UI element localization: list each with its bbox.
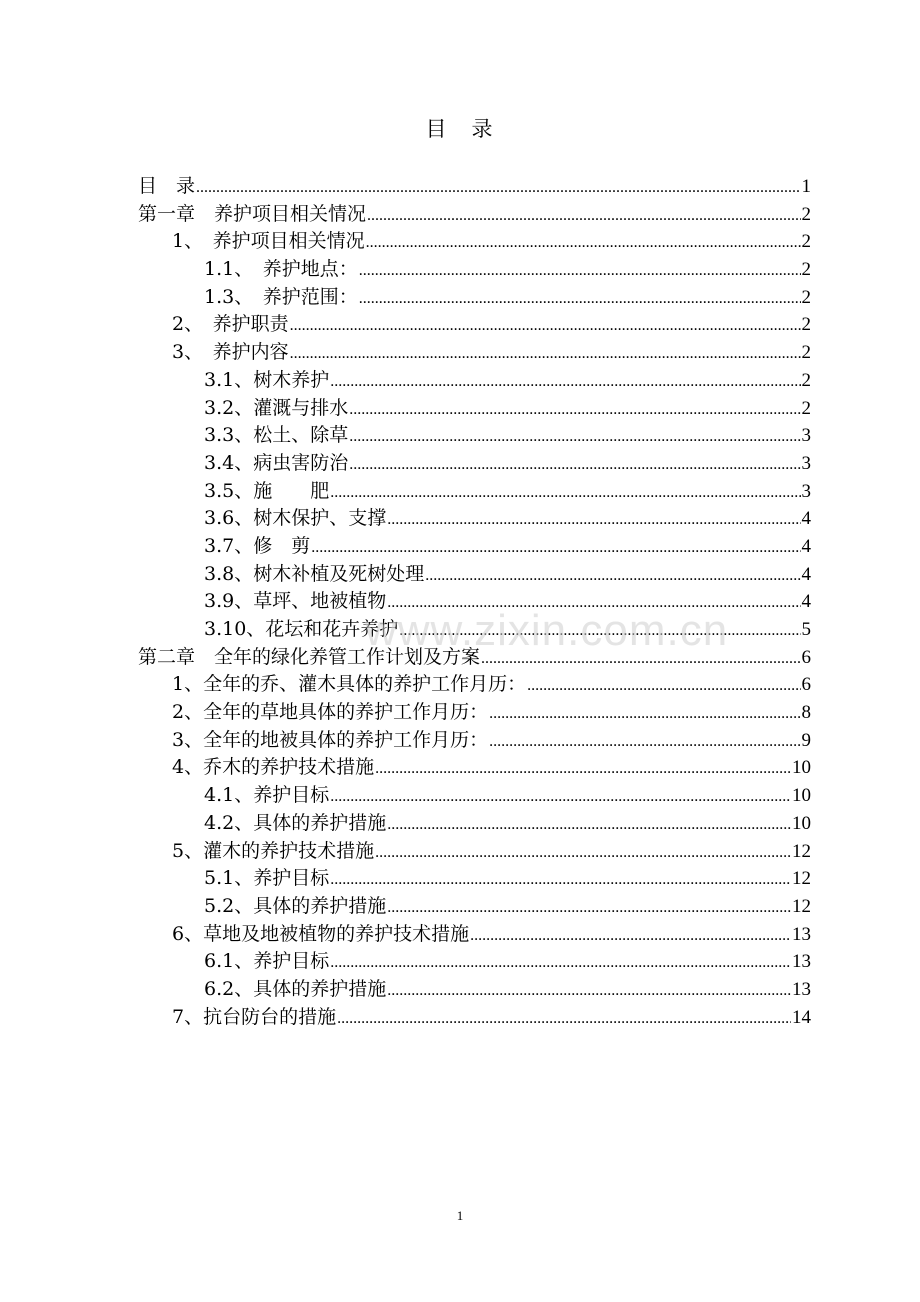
toc-dot-leader [375, 839, 791, 866]
toc-dot-leader [527, 672, 800, 699]
toc-dot-leader [387, 894, 791, 921]
toc-dot-leader [330, 783, 791, 810]
toc-entry[interactable] [138, 478, 811, 506]
toc-entry-page-number: 14 [792, 1006, 811, 1028]
toc-entry-title: 4.2、具体的养护措施 [204, 811, 387, 834]
toc-dot-leader [481, 645, 800, 672]
toc-dot-leader [290, 312, 801, 339]
toc-entry-page-number: 2 [801, 231, 811, 253]
toc-entry-title: 6、草地及地被植物的养护技术措施 [172, 922, 470, 945]
toc-dot-leader [349, 423, 800, 450]
toc-dot-leader [349, 396, 800, 423]
toc-entry-title: 3.5、施 肥 [204, 479, 330, 502]
toc-dot-leader [196, 174, 800, 201]
toc-entry[interactable] [138, 810, 811, 838]
toc-entry-title: 3.3、松土、除草 [204, 424, 349, 447]
toc-dot-leader [367, 202, 800, 229]
toc-entry-page-number: 13 [792, 978, 811, 1000]
toc-entry-title: 3.2、灌溉与排水 [204, 396, 349, 419]
toc-entry[interactable] [138, 450, 811, 478]
toc-entry[interactable] [138, 754, 811, 782]
toc-entry[interactable] [138, 367, 811, 395]
toc-entry-page-number: 2 [801, 314, 811, 336]
toc-entry-title: 1、 养护项目相关情况 [172, 230, 365, 253]
toc-entry[interactable] [138, 533, 811, 561]
toc-entry-page-number: 4 [801, 563, 811, 585]
toc-entry[interactable] [138, 339, 811, 367]
toc-dot-leader [387, 589, 800, 616]
toc-entry-title: 第二章 全年的绿化养管工作计划及方案 [138, 645, 481, 668]
toc-entry-page-number: 4 [801, 535, 811, 557]
toc-dot-leader [387, 811, 791, 838]
toc-entry-page-number: 3 [801, 425, 811, 447]
toc-dot-leader [366, 229, 801, 256]
toc-entry-title: 5、灌木的养护技术措施 [172, 839, 375, 862]
toc-entry-page-number: 3 [801, 452, 811, 474]
toc-entry[interactable] [138, 228, 811, 256]
toc-entry-title: 6.1、养护目标 [204, 950, 330, 973]
toc-entry-page-number: 2 [801, 369, 811, 391]
page-title: 目 录 [425, 117, 495, 141]
toc-dot-leader [330, 866, 791, 893]
toc-dot-leader [337, 1005, 791, 1032]
toc-entry-page-number: 2 [801, 286, 811, 308]
toc-entry[interactable] [138, 699, 811, 727]
toc-entry-page-number: 10 [792, 785, 811, 807]
toc-dot-leader [425, 562, 800, 589]
toc-entry[interactable] [138, 893, 811, 921]
toc-dot-leader [349, 451, 800, 478]
toc-entry-title: 7、抗台防台的措施 [172, 1005, 337, 1028]
table-of-contents [138, 173, 811, 1031]
toc-dot-leader [375, 755, 791, 782]
toc-entry[interactable] [138, 561, 811, 589]
toc-entry-page-number: 8 [801, 702, 811, 724]
watermark: www.zixin.com.cn [365, 606, 729, 655]
toc-entry-title: 3、全年的地被具体的养护工作月历： [172, 728, 489, 751]
toc-dot-leader [330, 479, 800, 506]
toc-entry-title: 1.1、 养护地点： [204, 258, 358, 281]
toc-dot-leader [330, 368, 800, 395]
toc-dot-leader [387, 977, 791, 1004]
toc-entry[interactable] [138, 948, 811, 976]
toc-entry-page-number: 2 [801, 342, 811, 364]
toc-entry-page-number: 13 [792, 951, 811, 973]
toc-entry-title: 3.6、树木保护、支撑 [204, 507, 387, 530]
toc-entry[interactable] [138, 256, 811, 284]
toc-entry-page-number: 13 [792, 923, 811, 945]
toc-entry-page-number: 12 [792, 868, 811, 890]
toc-entry-title: 3.7、修 剪 [204, 534, 311, 557]
toc-entry-page-number: 12 [792, 840, 811, 862]
toc-entry-page-number: 10 [792, 757, 811, 779]
toc-entry[interactable] [138, 201, 811, 229]
toc-entry-title: 4.1、养护目标 [204, 784, 330, 807]
toc-entry-page-number: 4 [801, 508, 811, 530]
toc-dot-leader [330, 949, 791, 976]
toc-dot-leader [387, 506, 800, 533]
toc-entry-page-number: 3 [801, 480, 811, 502]
toc-dot-leader [290, 340, 801, 367]
toc-entry[interactable] [138, 671, 811, 699]
toc-entry[interactable] [138, 422, 811, 450]
toc-entry[interactable] [138, 865, 811, 893]
toc-entry-title: 第一章 养护项目相关情况 [138, 202, 367, 225]
toc-entry[interactable] [138, 644, 811, 672]
toc-entry[interactable] [138, 838, 811, 866]
toc-entry[interactable] [138, 311, 811, 339]
toc-entry-title: 3.8、树木补植及死树处理 [204, 562, 425, 585]
toc-entry[interactable] [138, 284, 811, 312]
toc-dot-leader [489, 700, 800, 727]
toc-entry-page-number: 6 [801, 646, 811, 668]
toc-entry[interactable] [138, 505, 811, 533]
toc-entry-title: 2、全年的草地具体的养护工作月历： [172, 701, 489, 724]
toc-entry[interactable] [138, 588, 811, 616]
toc-entry[interactable] [138, 782, 811, 810]
toc-entry[interactable] [138, 727, 811, 755]
toc-entry[interactable] [138, 921, 811, 949]
toc-entry-title: 4、乔木的养护技术措施 [172, 756, 375, 779]
toc-entry-page-number: 2 [801, 203, 811, 225]
toc-entry-title: 3.4、病虫害防治 [204, 451, 349, 474]
toc-entry-page-number: 12 [792, 895, 811, 917]
toc-entry-title: 3、 养护内容 [172, 341, 289, 364]
toc-entry-page-number: 5 [801, 619, 811, 640]
toc-entry-page-number: 4 [801, 591, 811, 613]
toc-entry[interactable] [138, 173, 811, 201]
toc-entry-page-number: 1 [801, 176, 811, 197]
toc-entry[interactable] [138, 1004, 811, 1032]
toc-entry-page-number: 9 [801, 729, 811, 751]
toc-entry-page-number: 6 [801, 674, 811, 696]
toc-dot-leader [311, 534, 800, 561]
toc-entry-title: 2、 养护职责 [172, 313, 289, 336]
page-number: 1 [456, 1208, 464, 1223]
toc-dot-leader [359, 285, 801, 312]
toc-entry-title: 5.1、养护目标 [204, 867, 330, 890]
toc-entry-page-number: 2 [801, 397, 811, 419]
toc-entry-title: 3.10、花坛和花卉养护 [204, 618, 399, 640]
toc-dot-leader [359, 257, 801, 284]
toc-entry-title: 3.9、草坪、地被植物 [204, 590, 387, 613]
toc-entry[interactable] [138, 395, 811, 423]
toc-entry-page-number: 10 [792, 812, 811, 834]
toc-entry-title: 1、全年的乔、灌木具体的养护工作月历： [172, 673, 527, 696]
toc-entry-page-number: 2 [801, 259, 811, 281]
toc-entry[interactable] [138, 976, 811, 1004]
toc-entry-title: 5.2、具体的养护措施 [204, 894, 387, 917]
toc-entry-title: 1.3、 养护范围： [204, 285, 358, 308]
toc-entry-title: 3.1、树木养护 [204, 368, 330, 391]
toc-entry-title: 目 录 [138, 175, 196, 197]
toc-entry[interactable] [138, 616, 811, 644]
toc-dot-leader [470, 922, 791, 949]
toc-dot-leader [489, 728, 800, 755]
toc-dot-leader [399, 617, 800, 644]
toc-entry-title: 6.2、具体的养护措施 [204, 977, 387, 1000]
